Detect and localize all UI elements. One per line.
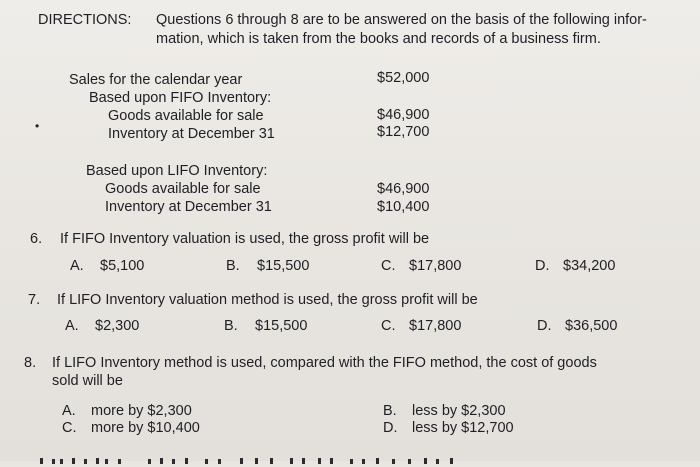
question-text: If FIFO Inventory valuation is used, the gross profit will be: [60, 231, 430, 247]
option-letter: C.: [381, 258, 396, 274]
fifo-inventory-label: Inventory at December 31: [108, 126, 275, 142]
option-letter: D.: [383, 420, 398, 436]
option-letter: C.: [381, 318, 396, 334]
option-text: $15,500: [257, 258, 310, 274]
option-letter: D.: [535, 258, 550, 274]
lifo-heading: Based upon LIFO Inventory:: [86, 163, 268, 179]
option-letter: C.: [62, 420, 77, 436]
lifo-goods-value: $46,900: [377, 181, 430, 197]
question-text: If LIFO Inventory valuation method is used, the gross profit will be: [57, 292, 478, 308]
directions-label: DIRECTIONS:: [38, 12, 132, 28]
cutoff-next-line: [0, 455, 700, 467]
option-letter: B.: [224, 318, 238, 334]
sales-value: $52,000: [377, 70, 430, 86]
sales-label: Sales for the calendar year: [69, 72, 243, 88]
question-text-line-2: sold will be: [52, 373, 123, 389]
fifo-heading: Based upon FIFO Inventory:: [89, 90, 272, 106]
fifo-goods-value: $46,900: [377, 107, 430, 123]
stray-bullet: •: [35, 119, 40, 133]
option-letter: A.: [70, 258, 84, 274]
option-letter: B.: [383, 403, 397, 419]
option-text: less by $2,300: [412, 403, 506, 419]
lifo-inventory-value: $10,400: [377, 199, 430, 215]
option-letter: A.: [65, 318, 79, 334]
option-letter: D.: [537, 318, 552, 334]
option-text: more by $10,400: [91, 420, 200, 436]
question-number: 7.: [28, 292, 41, 308]
option-text: $36,500: [565, 318, 618, 334]
question-number: 6.: [30, 231, 43, 247]
option-text: $5,100: [100, 258, 145, 274]
option-text: less by $12,700: [412, 420, 514, 436]
option-text: more by $2,300: [91, 403, 192, 419]
fifo-goods-label: Goods available for sale: [108, 108, 264, 124]
directions-line-2: mation, which is taken from the books and records of a business firm.: [156, 31, 601, 47]
directions-line-1: Questions 6 through 8 are to be answered on the basis of the following infor-: [156, 12, 647, 28]
fifo-inventory-value: $12,700: [377, 124, 430, 140]
question-text-line-1: If LIFO Inventory method is used, compared with the FIFO method, the cost of goods: [52, 355, 597, 371]
option-letter: A.: [62, 403, 76, 419]
option-text: $2,300: [95, 318, 140, 334]
option-text: $34,200: [563, 258, 616, 274]
option-text: $15,500: [255, 318, 308, 334]
cutoff-text-fragments: [0, 456, 700, 467]
lifo-inventory-label: Inventory at December 31: [105, 199, 272, 215]
lifo-goods-label: Goods available for sale: [105, 181, 261, 197]
question-number: 8.: [24, 355, 37, 371]
option-text: $17,800: [409, 318, 462, 334]
option-letter: B.: [226, 258, 240, 274]
option-text: $17,800: [409, 258, 462, 274]
